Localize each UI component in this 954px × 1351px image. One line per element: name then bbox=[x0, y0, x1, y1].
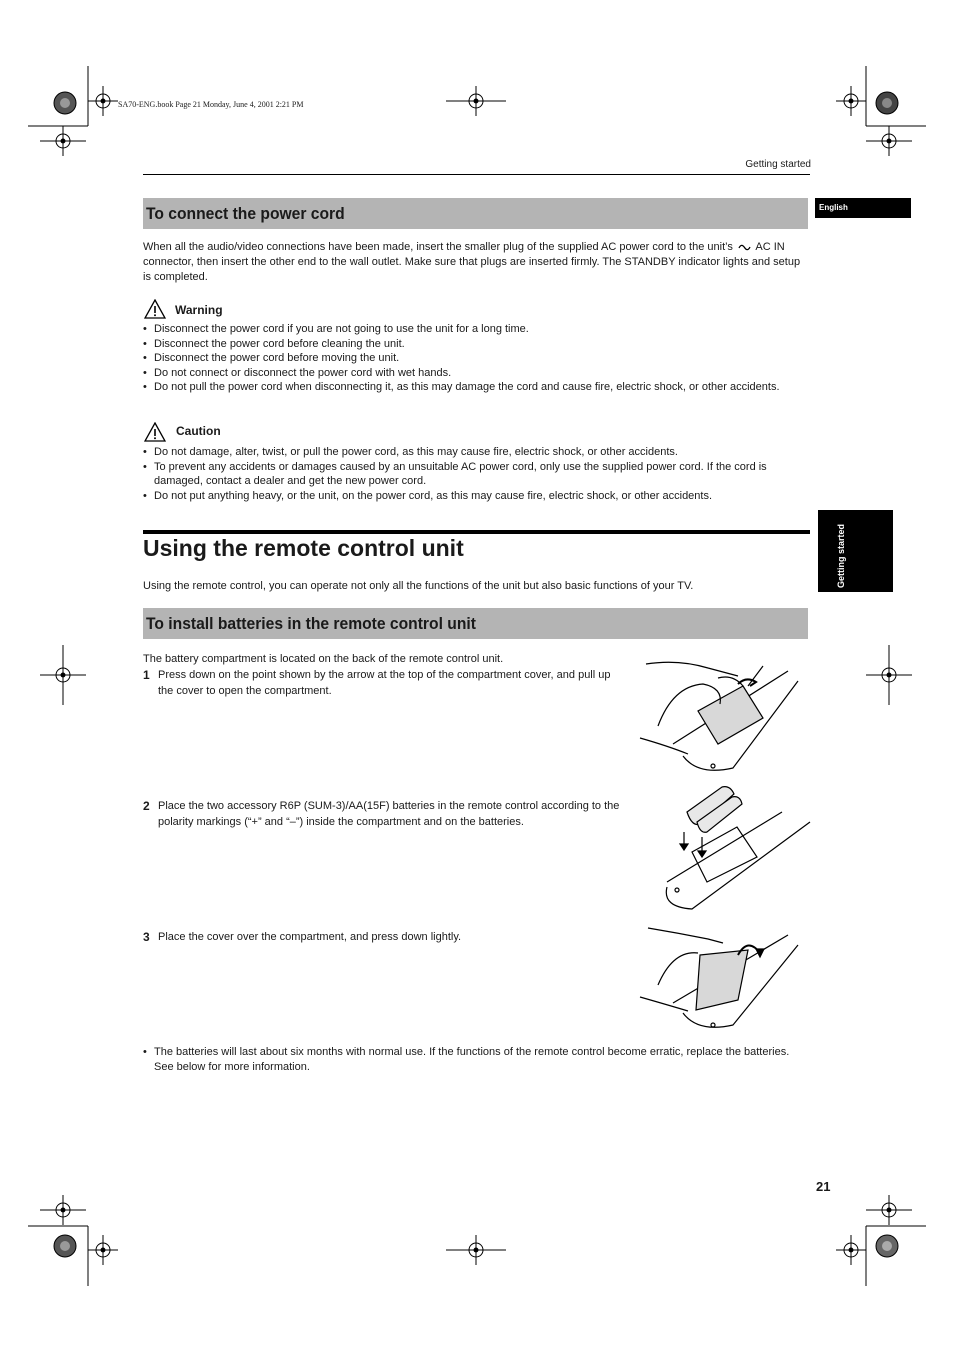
step-text: Place the two accessory R6P (SUM-3)/AA(15F) batteries in the remote control according to the polarity markings (“+” and “–”) inside the compartment and on the batteries. bbox=[158, 800, 620, 828]
page-number: 21 bbox=[816, 1179, 831, 1194]
running-head: Getting started bbox=[745, 159, 811, 170]
warning-label: Warning bbox=[175, 303, 223, 317]
header-rule bbox=[143, 174, 810, 175]
main-intro: Using the remote control, you can operate not only all the functions of the unit but also basic functions of your TV. bbox=[143, 580, 694, 592]
print-info: SA70-ENG.book Page 21 Monday, June 4, 2001 2:21 PM bbox=[118, 100, 304, 109]
intro-text-2: AC IN connector, then insert the other end to the wall outlet. Make sure that plugs are inserted firmly. The STANDBY indicator lights and setup is completed. bbox=[143, 241, 801, 283]
side-tab-label: Getting started bbox=[836, 523, 846, 588]
caution-triangle-icon bbox=[144, 422, 166, 442]
batteries-intro: The battery compartment is located on the back of the remote control unit. bbox=[143, 653, 504, 665]
list-item: • Disconnect the power cord before moving the unit. bbox=[143, 351, 808, 366]
list-item: • Do not pull the power cord when disconnecting it, as this may damage the cord and cause fire, electric shock, or other accidents. bbox=[143, 380, 808, 395]
list-item: • Disconnect the power cord if you are not going to use the unit for a long time. bbox=[143, 322, 808, 337]
list-item: • Do not put anything heavy, or the unit, on the power cord, as this may cause fire, electric shock, or other accidents. bbox=[143, 489, 808, 504]
language-tab: English bbox=[815, 198, 911, 218]
list-item: • Do not damage, alter, twist, or pull the power cord, as this may cause fire, electric shock, or other accidents. bbox=[143, 445, 808, 460]
side-tab bbox=[818, 510, 893, 592]
illustration-close-cover bbox=[638, 925, 808, 1035]
ac-symbol-icon bbox=[738, 243, 751, 252]
main-title: Using the remote control unit bbox=[143, 535, 464, 561]
battery-note bbox=[143, 1045, 808, 1074]
illustration-insert-batteries bbox=[662, 782, 812, 912]
step-number: 1 bbox=[143, 668, 150, 682]
warning-list bbox=[143, 322, 808, 395]
section-heading-power-cord: To connect the power cord bbox=[143, 198, 808, 229]
main-title-rule bbox=[143, 530, 810, 534]
caution-list bbox=[143, 445, 808, 503]
list-item: • Do not connect or disconnect the power cord with wet hands. bbox=[143, 366, 808, 381]
warning-triangle-icon bbox=[144, 299, 166, 319]
power-cord-intro bbox=[143, 240, 808, 285]
list-item: • Disconnect the power cord before cleaning the unit. bbox=[143, 337, 808, 352]
step-text: Press down on the point shown by the arrow at the top of the compartment cover, and pull up the cover to open the compartment. bbox=[158, 669, 611, 697]
step-text: Place the cover over the compartment, and press down lightly. bbox=[158, 931, 462, 943]
list-item: • To prevent any accidents or damages caused by an unsuitable AC power cord, only use the supplied power cord. If the cord is damaged, contact a dealer and get the new power cord. bbox=[143, 460, 808, 489]
step-number: 3 bbox=[143, 930, 150, 944]
step-number: 2 bbox=[143, 799, 150, 813]
caution-label: Caution bbox=[176, 424, 221, 438]
list-item: • The batteries will last about six months with normal use. If the functions of the remote control become erratic, replace the batteries. See below for more information. bbox=[143, 1045, 808, 1074]
illustration-open-cover bbox=[638, 656, 808, 776]
intro-text-1: When all the audio/video connections have been made, insert the smaller plug of the supplied AC power cord to the unit’s bbox=[143, 241, 733, 253]
section-heading-batteries: To install batteries in the remote control unit bbox=[143, 608, 808, 639]
